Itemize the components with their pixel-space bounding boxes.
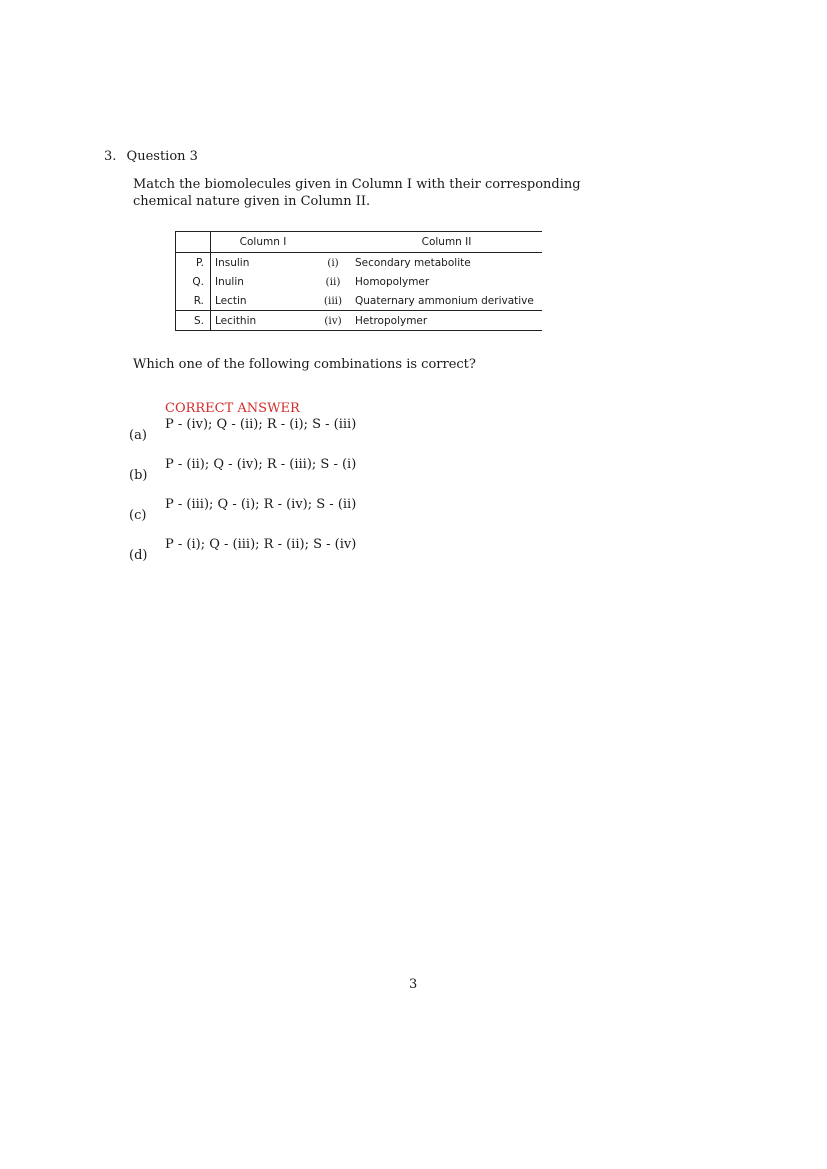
table-row: [176, 291, 543, 311]
table-header-blank-roman: [315, 232, 351, 253]
option-a-label: (a): [129, 428, 147, 443]
question-title: Question 3: [126, 149, 198, 164]
table-header-blank: [176, 232, 211, 253]
table-header-row: [176, 232, 543, 253]
option-a-text: P - (iv); Q - (ii); R - (i); S - (iii): [165, 417, 357, 432]
row-roman: (ii): [325, 275, 341, 288]
table-row: [176, 311, 543, 331]
row-item: Lecithin: [211, 311, 316, 331]
option-b-label: (b): [129, 468, 148, 483]
question-heading: [104, 149, 198, 164]
row-nature: Quaternary ammonium derivative: [355, 294, 534, 307]
row-item: Lectin: [215, 294, 247, 307]
table-row: [176, 253, 543, 273]
row-nature: Hetropolymer: [351, 311, 542, 331]
row-letter: R.: [176, 291, 211, 311]
option-b-text: P - (ii); Q - (iv); R - (iii); S - (i): [165, 457, 357, 472]
which-prompt: Which one of the following combinations is correct?: [133, 357, 476, 372]
table-row: [176, 272, 543, 291]
match-table: [175, 231, 542, 331]
row-letter: Q.: [176, 272, 211, 291]
page-number: 3: [409, 977, 418, 992]
option-c-label: (c): [129, 508, 147, 523]
question-number: 3.: [104, 149, 117, 164]
option-c-text: P - (iii); Q - (i); R - (iv); S - (ii): [165, 497, 357, 512]
option-d-text: P - (i); Q - (iii); R - (ii); S - (iv): [165, 537, 357, 552]
row-letter: S.: [176, 311, 211, 331]
row-roman: (iii): [323, 294, 343, 307]
row-letter: P.: [176, 253, 211, 273]
row-item: Insulin: [215, 256, 250, 269]
row-nature: Secondary metabolite: [355, 256, 471, 269]
row-roman: (i): [327, 256, 339, 269]
row-nature: Homopolymer: [355, 275, 430, 288]
column-2-header: Column II: [351, 232, 542, 253]
option-d-label: (d): [129, 548, 148, 563]
row-item: Inulin: [215, 275, 244, 288]
row-roman: (iv): [315, 311, 351, 331]
question-prompt: Match the biomolecules given in Column I with their corresponding chemical nature given in Column II.: [133, 177, 581, 209]
column-1-header: Column I: [211, 232, 316, 253]
correct-answer-label: CORRECT ANSWER: [165, 401, 300, 416]
